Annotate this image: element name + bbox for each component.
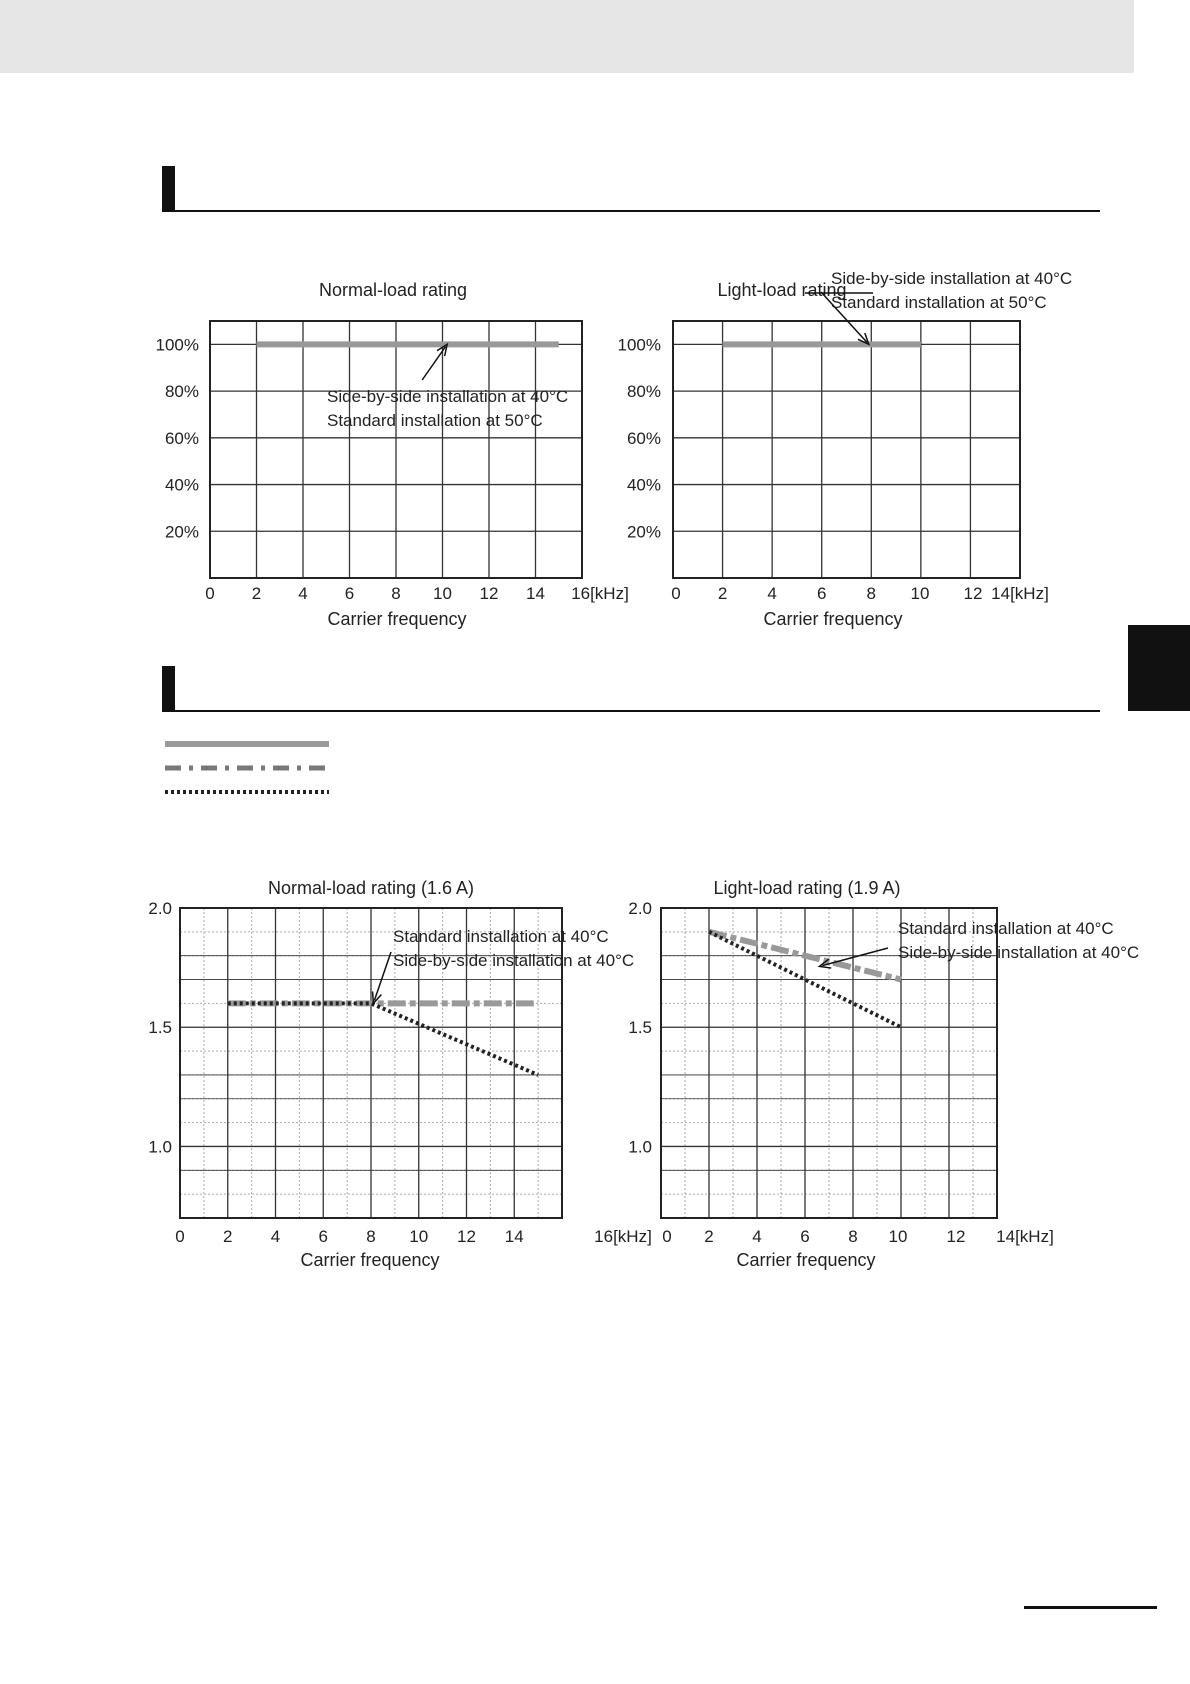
x-tick-label: 14 bbox=[526, 584, 545, 603]
x-tick-label: 14[kHz] bbox=[996, 1227, 1054, 1246]
x-tick-label: 4 bbox=[298, 584, 308, 603]
x-tick-label: 8 bbox=[391, 584, 401, 603]
y-tick-label: 60% bbox=[164, 428, 199, 448]
x-tick-label: 6 bbox=[318, 1227, 328, 1246]
chart-light-load-current bbox=[600, 872, 1190, 1272]
x-tick-label: 2 bbox=[251, 584, 262, 603]
y-tick-label: 100% bbox=[155, 335, 199, 355]
x-tick-label: 4 bbox=[767, 584, 777, 603]
x-tick-label: 16[kHz] bbox=[594, 1227, 652, 1246]
y-tick-label: 60% bbox=[626, 428, 661, 448]
chart-normal-load-percent bbox=[145, 270, 629, 630]
annotation-text: Standard installation at 50°C bbox=[831, 293, 1047, 312]
annotation-text: Standard installation at 40°C bbox=[898, 919, 1114, 938]
x-tick-label: 10 bbox=[409, 1227, 429, 1246]
annotation-text: Standard installation at 40°C bbox=[393, 927, 609, 946]
x-tick-label: 2 bbox=[704, 1227, 714, 1246]
section-heading-bar-1 bbox=[162, 166, 1100, 212]
x-tick-label: 6 bbox=[816, 584, 827, 603]
chart-normal-load-current bbox=[140, 872, 650, 1272]
x-tick-label: 2 bbox=[223, 1227, 233, 1246]
x-tick-label: 6 bbox=[344, 584, 355, 603]
x-tick-label: 10 bbox=[910, 584, 930, 603]
x-tick-label: 10 bbox=[433, 584, 452, 603]
y-tick-label: 40% bbox=[626, 475, 661, 495]
y-tick-label: 1.0 bbox=[148, 1137, 172, 1157]
plot-frame bbox=[673, 321, 1020, 578]
section-heading-bar-2 bbox=[162, 666, 1100, 712]
x-axis-label: Carrier frequency bbox=[300, 1250, 440, 1270]
x-tick-label: 0 bbox=[175, 1227, 185, 1246]
page-footer-rule bbox=[1024, 1606, 1157, 1609]
x-tick-label: 0 bbox=[671, 584, 681, 603]
annotation-text: Side-by-side installation at 40°C bbox=[393, 951, 635, 970]
x-axis-label: Carrier frequency bbox=[327, 609, 467, 629]
x-tick-label: 4 bbox=[752, 1227, 762, 1246]
y-tick-label: 80% bbox=[626, 382, 661, 402]
chart-title: Normal-load rating (1.6 A) bbox=[267, 878, 475, 898]
annotation-arrow bbox=[822, 948, 888, 966]
x-tick-label: 12 bbox=[963, 584, 983, 603]
section-marker bbox=[162, 166, 175, 210]
header-band bbox=[0, 0, 1134, 73]
x-tick-label: 6 bbox=[800, 1227, 810, 1246]
x-tick-label: 8 bbox=[848, 1227, 858, 1246]
chart-title: Light-load rating bbox=[717, 280, 847, 300]
x-tick-label: 14[kHz] bbox=[991, 584, 1049, 603]
section-marker bbox=[162, 666, 175, 710]
chart-light-load-percent bbox=[607, 262, 1167, 630]
annotation-text: Side-by-side installation at 40°C bbox=[831, 269, 1073, 288]
x-tick-label: 0 bbox=[205, 584, 215, 603]
x-axis-label: Carrier frequency bbox=[736, 1250, 876, 1270]
annotation-text: Side-by-side installation at 40°C bbox=[327, 387, 569, 406]
x-axis-label: Carrier frequency bbox=[763, 609, 903, 629]
x-tick-label: 8 bbox=[366, 1227, 376, 1246]
y-tick-label: 1.0 bbox=[628, 1137, 652, 1157]
annotation-text: Standard installation at 50°C bbox=[327, 411, 543, 430]
x-tick-label: 16[kHz] bbox=[571, 584, 629, 603]
y-tick-label: 100% bbox=[617, 335, 661, 355]
x-tick-label: 12 bbox=[479, 584, 499, 603]
x-tick-label: 12 bbox=[457, 1227, 476, 1246]
y-tick-label: 20% bbox=[626, 522, 661, 542]
x-tick-label: 0 bbox=[662, 1227, 672, 1246]
annotation-arrow bbox=[374, 952, 391, 1001]
x-tick-label: 8 bbox=[866, 584, 877, 603]
x-tick-label: 10 bbox=[888, 1227, 908, 1246]
series-line-dotted bbox=[228, 1003, 538, 1075]
y-tick-label: 2.0 bbox=[148, 899, 172, 918]
x-tick-label: 12 bbox=[946, 1227, 966, 1246]
x-tick-label: 2 bbox=[717, 584, 728, 603]
chapter-tab bbox=[1128, 625, 1190, 711]
chart-title: Normal-load rating bbox=[318, 280, 468, 300]
annotation-text: Side-by-side installation at 40°C bbox=[898, 943, 1140, 962]
chart-title: Light-load rating (1.9 A) bbox=[713, 878, 901, 898]
x-tick-label: 4 bbox=[270, 1227, 281, 1246]
y-tick-label: 2.0 bbox=[628, 899, 652, 918]
x-tick-label: 14 bbox=[504, 1227, 524, 1246]
y-tick-label: 80% bbox=[164, 382, 199, 402]
y-tick-label: 20% bbox=[164, 522, 199, 542]
y-tick-label: 1.5 bbox=[148, 1018, 172, 1038]
y-tick-label: 1.5 bbox=[628, 1018, 652, 1038]
y-tick-label: 40% bbox=[164, 475, 199, 495]
line-style-legend bbox=[165, 738, 335, 798]
